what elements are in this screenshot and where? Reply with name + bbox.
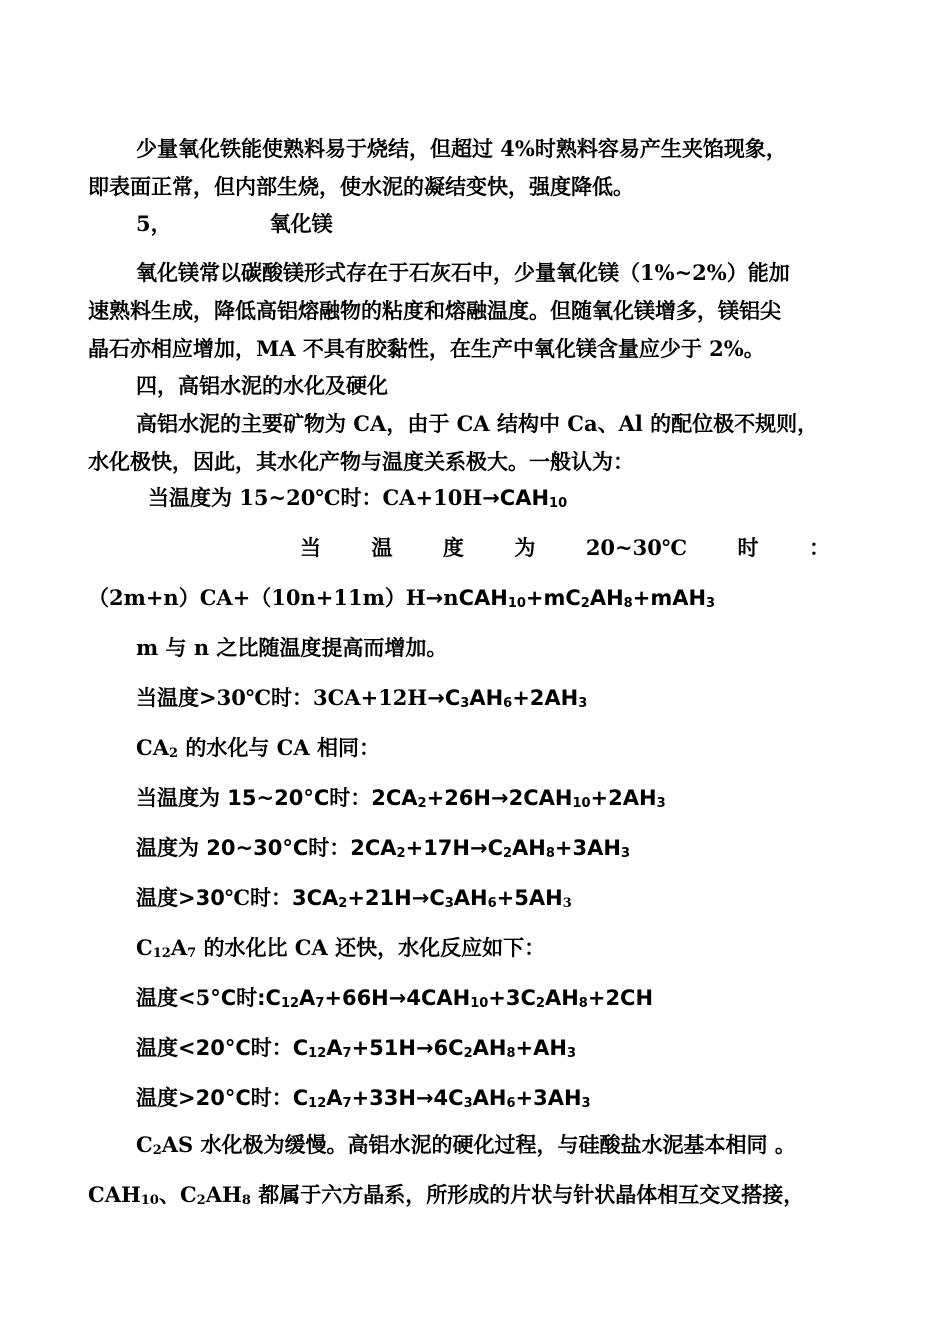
spread-word: 温 (371, 535, 393, 560)
paragraph-line: 速熟料生成，降低高铝熔融物的粘度和熔融温度。但随氧化镁增多，镁铝尖 (88, 298, 781, 323)
paragraph-line: 水化极快，因此，其水化产物与温度关系极大。一般认为： (88, 449, 634, 474)
compound: $CAH_{10}$、$C_2AH_8$ (88, 1182, 251, 1208)
equation-text: 温度为 (136, 835, 199, 860)
equation-text: 的水化比 CA 还快，水化反应如下： (196, 935, 546, 960)
equation-line (136, 883, 908, 913)
equation-text: 水化极为缓慢。高铝水泥的硬化过程，与硅酸盐水泥基本相同 。 (193, 1132, 796, 1157)
compound: $C_2AS$ (136, 1132, 194, 1158)
subscript: 10 (549, 496, 568, 511)
paragraph-line: 高铝水泥的主要矿物为 CA，由于 CA 结构中 Ca、Al 的配位极不规则， (136, 411, 819, 436)
equation-product: $3CA_2+21H\to C_3AH_6+5AH$ (292, 886, 563, 911)
equation-product: $C_{12}A_7+33H\to 4C_3AH_6+3AH_3$ (292, 1086, 591, 1111)
equation-product: 15~20°C (220, 786, 330, 810)
section-heading-4: 四，高铝水泥的水化及硬化 (136, 373, 388, 398)
equation-product: $2CA_2+17H\to C_2AH_8+3AH_3$ (350, 836, 631, 861)
equation-line (136, 1033, 908, 1063)
equation-text: ℃时： (224, 885, 292, 910)
equation-text: 时： (308, 835, 351, 860)
equation-product: $CAH_{10}+mC_2AH_8+mAH_3$ (458, 586, 716, 611)
spread-word: 度 (442, 535, 464, 560)
equation-text: 时： (250, 1035, 293, 1060)
paragraph-line: 氧化镁常以碳酸镁形式存在于石灰石中，少量氧化镁（1%~2%）能加 (136, 260, 790, 285)
equation-text: n (443, 585, 459, 610)
equation-line (136, 1083, 908, 1113)
subscript: 2 (169, 746, 179, 761)
paragraph-line: 晶石亦相应增加，MA 不具有胶黏性，在生产中氧化镁含量应少于 2%。 (88, 336, 765, 361)
equation-text: 的水化与 CA 相同： (178, 735, 381, 760)
paragraph-line (136, 933, 908, 963)
paragraph-line (136, 733, 908, 763)
arrow: → (425, 586, 444, 610)
equation-text: 温度 (136, 1035, 178, 1060)
spread-word: 当 (300, 535, 321, 560)
equation-product: >20°C (178, 1086, 251, 1110)
equation-line (136, 683, 908, 713)
spread-line (300, 533, 830, 563)
paragraph-line: 即表面正常，但内部生烧，使水泥的凝结变快，强度降低。 (88, 174, 634, 199)
equation-text: 时： (250, 1085, 293, 1110)
equation-line (136, 833, 908, 863)
equation-text: 时 (236, 985, 258, 1010)
compound: $C_{12}A_7$ (136, 935, 197, 961)
paragraph-line: m 与 n 之比随温度提高而增加。 (136, 635, 448, 660)
spread-word: 时 (737, 535, 759, 560)
spread-word: ： (808, 535, 830, 560)
spread-word: 为 (514, 535, 536, 560)
subscript: 3 (562, 896, 572, 911)
equation-product: <20°C (178, 1036, 251, 1060)
paragraph-line (136, 1130, 908, 1160)
equation-product: $:C_{12}A_7+66H\to 4CAH_{10}+3C_2AH_8+2CH$ (257, 986, 654, 1011)
equation-product: 20~30°C (199, 836, 309, 860)
paragraph-line: 少量氧化铁能使熟料易于烧结，但超过 4%时熟料容易产生夹馅现象， (136, 136, 787, 161)
equation-text: （2m+n）CA+（10n+11m）H (88, 585, 426, 610)
equation-line (136, 783, 908, 813)
section-heading-5 (136, 209, 908, 239)
spread-word: 20~30℃ (585, 535, 688, 560)
equation-line (136, 983, 908, 1013)
heading-title: 氧化镁 (269, 211, 333, 236)
equation-text: 当温度为 (136, 785, 220, 810)
equation-text: 时： (329, 785, 372, 810)
heading-number: 5， (136, 211, 172, 236)
paragraph-line (88, 1180, 860, 1210)
equation-product: $\to C_3AH_6+2AH_3$ (427, 686, 588, 711)
equation-product: °C (210, 986, 237, 1010)
equation-product: $C_{12}A_7+51H\to 6C_2AH_8+AH_3$ (292, 1036, 576, 1061)
equation-text: 当温度为 15~20℃时：CA+10H (148, 485, 483, 510)
equation-product: >30 (178, 886, 225, 910)
equation-text: 温度 (136, 1085, 178, 1110)
equation-line (148, 483, 920, 513)
equation-text: 温度 (136, 885, 178, 910)
equation-text: 当温度>30℃时：3CA+12H (136, 685, 428, 710)
equation-text: 都属于六方晶系，所形成的片状与针状晶体相互交叉搭接， (250, 1182, 805, 1207)
arrow: → (482, 486, 500, 510)
equation-product: CAH (499, 486, 550, 510)
equation-line (88, 583, 860, 613)
compound: CA (136, 735, 170, 760)
equation-text: 温度<5 (136, 985, 211, 1010)
equation-product: $2CA_2+26H\to 2CAH_{10}+2AH_3$ (371, 786, 666, 811)
